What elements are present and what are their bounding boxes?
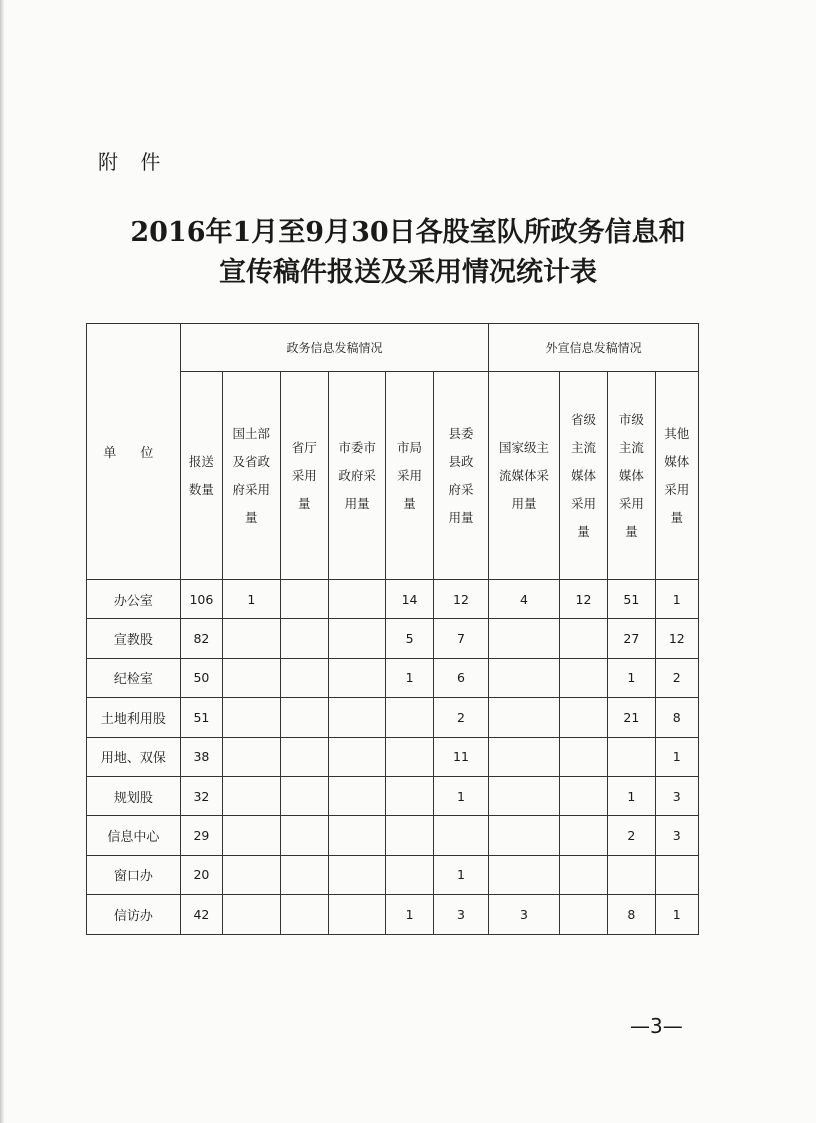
table-cell [559,855,607,894]
table-cell: 2 [655,658,698,697]
table-cell [328,619,385,658]
header-provincial-dept: 省厅 采用 量 [280,372,328,580]
table-cell: 82 [180,619,222,658]
table-cell [386,737,433,776]
table-row [87,895,699,934]
table-cell [559,895,607,934]
table-cell [223,698,280,737]
table-cell [280,816,328,855]
table-cell [280,737,328,776]
table-cell: 8 [655,698,698,737]
table-cell: 1 [655,895,698,934]
table-cell: 20 [180,855,222,894]
table-cell: 2 [433,698,489,737]
table-cell [328,855,385,894]
table-cell [280,855,328,894]
table-cell: 38 [180,737,222,776]
header-city-media: 市级 主流 媒体 采用 量 [608,372,655,580]
table-cell: 7 [433,619,489,658]
table-row [87,816,699,855]
table-cell-unit: 宣教股 [87,619,181,658]
table-row [87,580,699,619]
table-cell: 42 [180,895,222,934]
table-cell: 3 [433,895,489,934]
header-ministry-province: 国土部 及省政 府采用 量 [223,372,280,580]
table-cell [328,580,385,619]
table-cell: 12 [433,580,489,619]
table-cell: 2 [608,816,655,855]
table-cell: 1 [386,658,433,697]
table-cell: 27 [608,619,655,658]
table-cell: 3 [655,776,698,815]
title-line-2: 宣传稿件报送及采用情况统计表 [219,257,597,288]
table-cell: 12 [655,619,698,658]
table-cell [608,855,655,894]
table-cell: 8 [608,895,655,934]
header-county-committee: 县委 县政 府采 用量 [433,372,489,580]
table-cell [608,737,655,776]
table-cell [489,619,560,658]
table-cell: 1 [655,580,698,619]
table-cell [328,776,385,815]
document-title [70,213,746,293]
table-cell: 1 [223,580,280,619]
table-cell-unit: 信访办 [87,895,181,934]
table-cell [489,855,560,894]
header-provincial-media: 省级 主流 媒体 采用 量 [559,372,607,580]
header-unit: 单 位 [87,324,181,580]
table-row [87,855,699,894]
table-cell: 1 [608,776,655,815]
table-cell-unit: 窗口办 [87,855,181,894]
header-city-bureau: 市局 采用 量 [386,372,433,580]
table-cell: 29 [180,816,222,855]
header-national-media: 国家级主 流媒体采 用量 [489,372,560,580]
table-cell [280,698,328,737]
table-cell: 51 [608,580,655,619]
table-cell: 1 [608,658,655,697]
table-cell [223,816,280,855]
table-row [87,619,699,658]
table-cell [386,855,433,894]
table-cell: 5 [386,619,433,658]
table-body [87,580,699,935]
table-cell [655,855,698,894]
attachment-label: 附 件 [98,150,169,174]
header-city-committee: 市委市 政府采 用量 [328,372,385,580]
table-row [87,658,699,697]
table-cell [559,619,607,658]
table-cell [223,658,280,697]
table-cell [223,855,280,894]
table-cell [280,776,328,815]
table-cell [386,776,433,815]
table-cell [489,816,560,855]
table-cell [280,895,328,934]
table-cell [280,580,328,619]
table-cell-unit: 信息中心 [87,816,181,855]
table-cell [386,698,433,737]
header-submitted: 报送 数量 [180,372,222,580]
table-cell [280,619,328,658]
table-cell: 1 [386,895,433,934]
page-number: —3— [630,1014,683,1038]
table-cell: 1 [433,855,489,894]
table-cell [559,737,607,776]
table-cell: 12 [559,580,607,619]
table-cell-unit: 规划股 [87,776,181,815]
table-cell: 32 [180,776,222,815]
table-cell [328,895,385,934]
table-cell: 3 [655,816,698,855]
table-cell: 106 [180,580,222,619]
table-cell: 21 [608,698,655,737]
table-cell [328,816,385,855]
statistics-table [86,323,699,935]
table-cell: 14 [386,580,433,619]
table-row [87,737,699,776]
table-cell: 51 [180,698,222,737]
table-cell-unit: 纪检室 [87,658,181,697]
table-cell [559,816,607,855]
table-cell [559,698,607,737]
header-group-gov-info: 政务信息发稿情况 [180,324,489,372]
table-cell [559,658,607,697]
table-cell [433,816,489,855]
header-other-media: 其他 媒体 采用 量 [655,372,698,580]
table-cell [223,737,280,776]
table-cell: 50 [180,658,222,697]
title-line-1: 2016年1月至9月30日各股室队所政务信息和 [130,217,686,248]
table-cell-unit: 用地、双保 [87,737,181,776]
table-cell [489,776,560,815]
table-cell: 3 [489,895,560,934]
table-cell: 1 [655,737,698,776]
table-cell [386,816,433,855]
table-cell [328,737,385,776]
header-group-publicity: 外宣信息发稿情况 [489,324,699,372]
table-cell-unit: 办公室 [87,580,181,619]
table-cell [489,698,560,737]
table-cell: 6 [433,658,489,697]
table-cell [223,895,280,934]
table-cell: 4 [489,580,560,619]
table-cell [489,658,560,697]
table-cell [280,658,328,697]
table-cell [328,658,385,697]
table-cell [223,619,280,658]
table-cell [328,698,385,737]
table-cell [489,737,560,776]
header-group-row [87,324,699,372]
table-cell [559,776,607,815]
table-row [87,776,699,815]
table-cell-unit: 土地利用股 [87,698,181,737]
table-row [87,698,699,737]
scan-page-edge [0,0,4,1123]
table-cell [223,776,280,815]
table-cell: 1 [433,776,489,815]
table-cell: 11 [433,737,489,776]
